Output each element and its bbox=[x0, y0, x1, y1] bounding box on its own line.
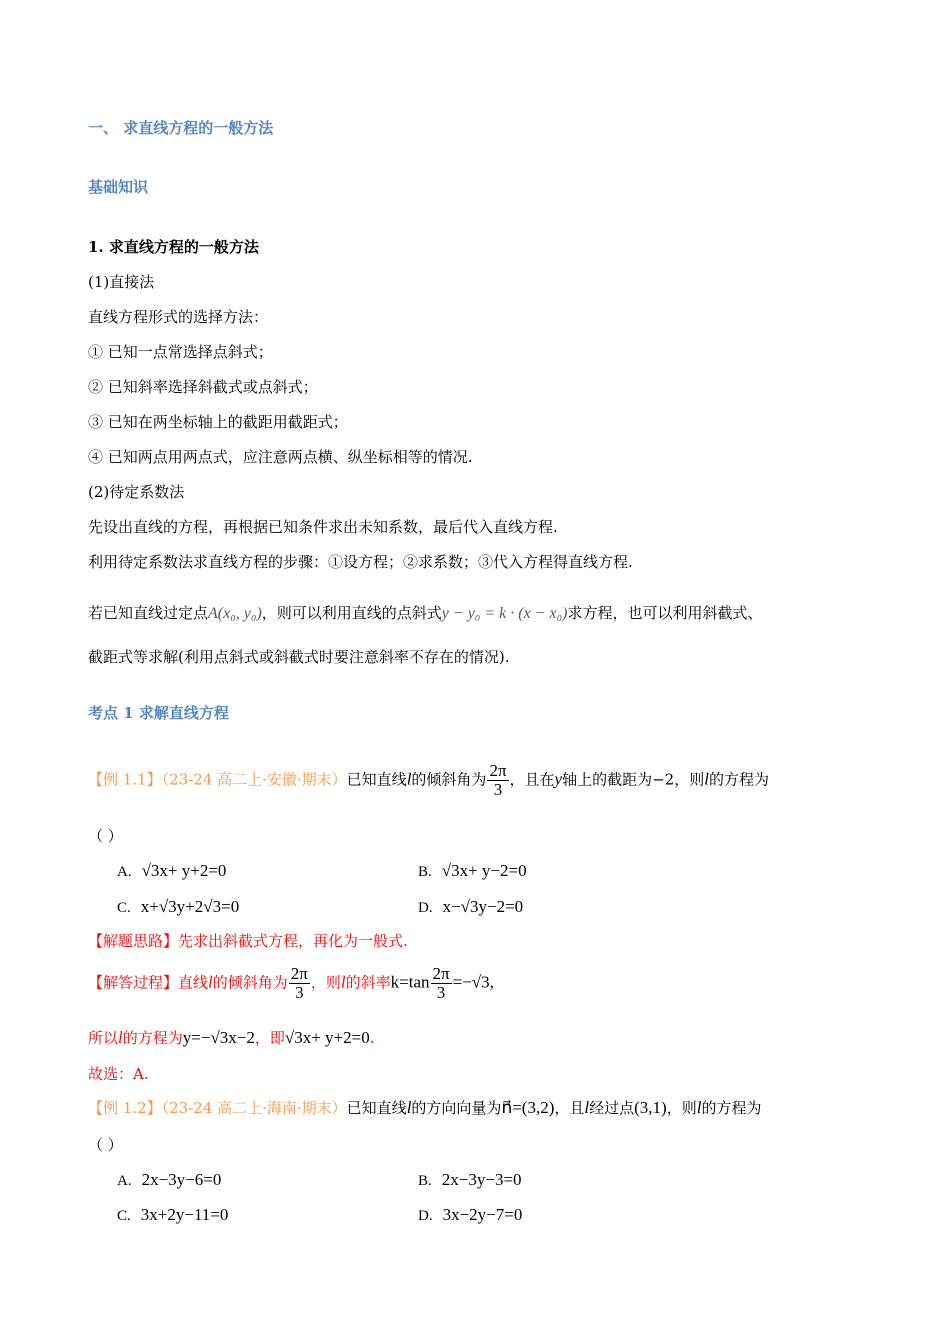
solution-idea bbox=[88, 930, 408, 951]
option-b[interactable] bbox=[418, 1170, 522, 1190]
frac-num: 2π bbox=[432, 964, 450, 983]
proc-result: =−√3, bbox=[452, 972, 494, 992]
option-value: 3x−2y−7=0 bbox=[442, 1205, 523, 1224]
proc-text: 所以 bbox=[88, 1029, 119, 1047]
option-label: D. bbox=[418, 1208, 433, 1224]
option-value: 2x−3y−3=0 bbox=[441, 1170, 522, 1189]
option-b[interactable] bbox=[418, 861, 527, 881]
q-text: ，则 bbox=[666, 1099, 697, 1117]
proc-equation: y=−√3x−2 bbox=[182, 1028, 255, 1047]
proc-text: 直线 bbox=[178, 973, 209, 992]
var-l: l bbox=[584, 1098, 590, 1117]
fraction-2pi-3 bbox=[431, 965, 452, 1002]
method2-label: (2)待定系数法 bbox=[88, 483, 185, 501]
solution-process-line2 bbox=[88, 1027, 375, 1048]
section-title: 一、 求直线方程的一般方法 bbox=[88, 119, 274, 137]
choice-intro: 直线方程形式的选择方法： bbox=[88, 308, 269, 326]
note-text: 若已知直线过定点 bbox=[88, 604, 209, 622]
proc-k: k=tan bbox=[390, 972, 430, 992]
proc-text: 的斜率 bbox=[345, 973, 391, 992]
option-d[interactable] bbox=[418, 897, 523, 917]
option-label: C. bbox=[117, 1208, 131, 1224]
note-formula: y − y₀ = k · (x − x₀) bbox=[441, 605, 568, 622]
option-a[interactable] bbox=[117, 1170, 221, 1190]
option-value: √3x+ y+2=0 bbox=[141, 861, 227, 880]
answer-line: 故选：A. bbox=[88, 1065, 149, 1083]
frac-num: 2π bbox=[290, 964, 308, 983]
proc-tag: 【解答过程】 bbox=[88, 973, 179, 992]
frac-num: 2π bbox=[489, 761, 507, 780]
q-text: 的方程为 bbox=[701, 1099, 762, 1117]
choice-item: ④ 已知两点用两点式，应注意两点横、纵坐标相等的情况. bbox=[88, 448, 473, 466]
q-text: ，且在 bbox=[509, 770, 555, 789]
note-line2: 截距式等求解(利用点斜式或斜截式时要注意斜率不存在的情况). bbox=[88, 648, 510, 666]
q-text: 已知直线 bbox=[346, 1099, 407, 1117]
option-label: A. bbox=[117, 864, 132, 880]
point: (3,1) bbox=[634, 1098, 667, 1117]
option-value: 3x+2y−11=0 bbox=[140, 1205, 229, 1224]
frac-den: 3 bbox=[436, 982, 446, 1002]
q-text: 轴上的截距为−2，则 bbox=[562, 770, 705, 789]
answer-paren: （ ） bbox=[88, 827, 123, 845]
option-value: √3x+ y−2=0 bbox=[441, 861, 527, 880]
fraction-2pi-3 bbox=[289, 965, 310, 1002]
example-1-2-question bbox=[88, 1097, 761, 1118]
subsection-title: 基础知识 bbox=[88, 178, 149, 196]
kaodian-title: 考点 1 求解直线方程 bbox=[88, 704, 229, 722]
proc-text: 的方程为 bbox=[122, 1029, 183, 1047]
note-text: 求方程，也可以利用斜截式、 bbox=[567, 604, 763, 622]
q-text: ，且 bbox=[554, 1099, 585, 1117]
option-value: x−√3y−2=0 bbox=[442, 897, 524, 916]
q-text: 的方向向量为 bbox=[411, 1099, 502, 1117]
answer-paren: （ ） bbox=[88, 1136, 123, 1154]
var-y: y bbox=[554, 769, 563, 789]
option-label: B. bbox=[418, 864, 432, 880]
var-l: l bbox=[696, 1098, 702, 1117]
proc-text: . bbox=[369, 1029, 375, 1047]
option-c[interactable] bbox=[117, 897, 239, 917]
proc-text: 的倾斜角为 bbox=[212, 973, 288, 992]
q-text: 的倾斜角为 bbox=[411, 770, 487, 789]
q-text: 已知直线 bbox=[346, 770, 407, 789]
choice-item: ② 已知斜率选择斜截式或点斜式； bbox=[88, 378, 318, 396]
choice-item: ① 已知一点常选择点斜式； bbox=[88, 343, 273, 361]
option-label: C. bbox=[117, 900, 131, 916]
option-d[interactable] bbox=[418, 1205, 522, 1225]
idea-tag: 【解题思路】 bbox=[88, 932, 179, 950]
method1-label: (1)直接法 bbox=[88, 273, 155, 291]
var-l: l bbox=[208, 972, 213, 992]
option-value: 2x−3y−6=0 bbox=[141, 1170, 222, 1189]
choice-item: ③ 已知在两坐标轴上的截距用截距式； bbox=[88, 413, 348, 431]
example-1-1-question bbox=[88, 762, 769, 799]
option-label: B. bbox=[418, 1173, 432, 1189]
vector-n: n⃗=(3,2) bbox=[501, 1098, 555, 1117]
var-l: l bbox=[406, 769, 412, 789]
option-label: A. bbox=[117, 1173, 132, 1189]
note-text: ，则可以利用直线的点斜式 bbox=[261, 604, 442, 622]
var-l: l bbox=[340, 972, 346, 992]
fraction-2pi-3 bbox=[487, 762, 508, 799]
idea-text: 先求出斜截式方程，再化为一般式. bbox=[178, 932, 408, 950]
q-text: 的方程为 bbox=[708, 770, 769, 789]
option-value: x+√3y+2√3=0 bbox=[140, 897, 240, 916]
proc-equation: √3x+ y+2=0 bbox=[284, 1028, 370, 1047]
solution-process-line1 bbox=[88, 965, 494, 1002]
example-tag: 【例 1.2】（23-24 高二上·海南·期末） bbox=[88, 1099, 347, 1117]
option-a[interactable] bbox=[117, 861, 226, 881]
option-c[interactable] bbox=[117, 1205, 228, 1225]
example-tag: 【例 1.1】（23-24 高二上·安徽·期末） bbox=[88, 770, 347, 789]
frac-den: 3 bbox=[295, 982, 304, 1002]
proc-text: ，则 bbox=[310, 973, 341, 992]
item-title: 1. 求直线方程的一般方法 bbox=[88, 238, 259, 256]
note-point: A(x₀, y₀) bbox=[208, 605, 262, 622]
proc-text: ，即 bbox=[254, 1029, 285, 1047]
var-l: l bbox=[704, 769, 709, 789]
method2-steps: 利用待定系数法求直线方程的步骤：①设方程；②求系数；③代入方程得直线方程. bbox=[88, 553, 633, 571]
frac-den: 3 bbox=[493, 779, 503, 799]
note-line1 bbox=[88, 602, 763, 623]
q-text: 经过点 bbox=[589, 1099, 635, 1117]
var-l: l bbox=[118, 1028, 123, 1047]
option-label: D. bbox=[418, 900, 433, 916]
method2-desc: 先设出直线的方程，再根据已知条件求出未知系数，最后代入直线方程. bbox=[88, 518, 558, 536]
var-l: l bbox=[406, 1098, 412, 1117]
